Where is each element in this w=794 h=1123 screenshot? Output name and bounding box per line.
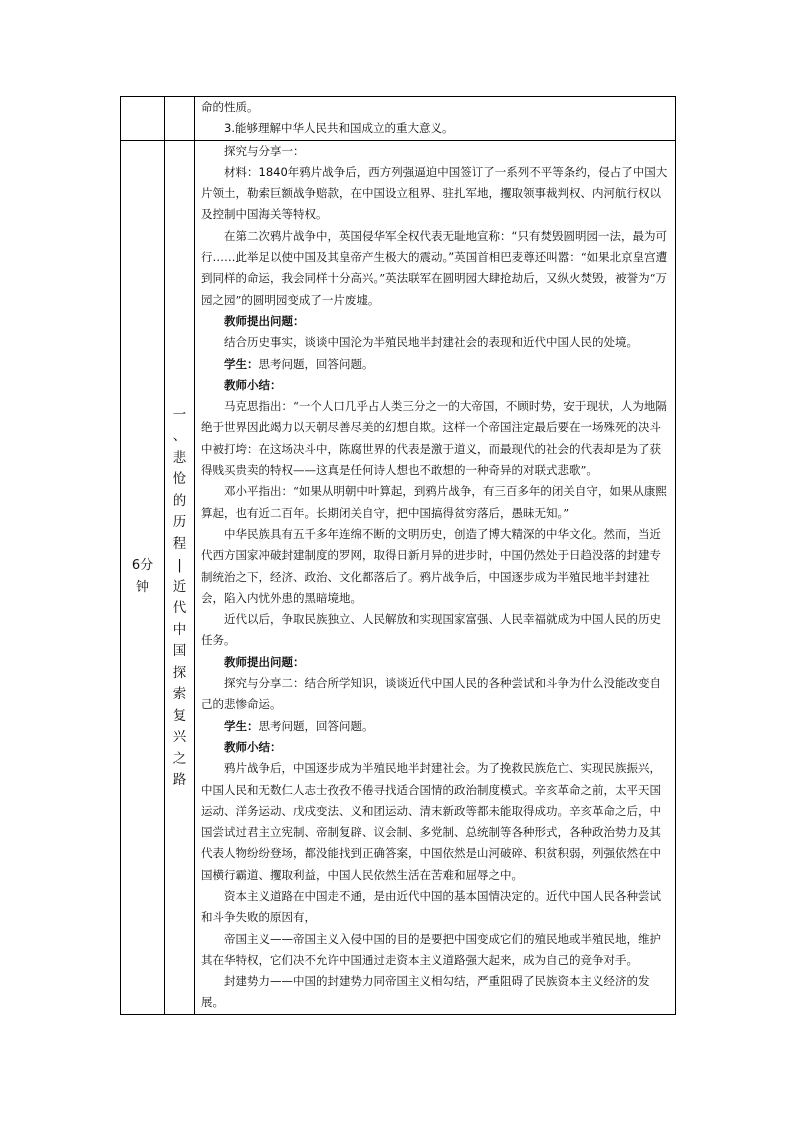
question-1: 结合历史事实，谈谈中国沦为半殖民地半封建社会的表现和近代中国人民的处境。 — [224, 335, 638, 350]
title-char: 索 — [172, 686, 187, 703]
title-char: 中 — [172, 621, 187, 638]
title-char: 代 — [172, 600, 187, 617]
title-char: 悲 — [172, 449, 187, 466]
summary-paragraph-4: 封建势力——中国的封建势力同帝国主义相勾结，严重阻碍了民族资本主义经济的发展。 — [201, 974, 650, 1010]
material-paragraph-2 — [201, 226, 669, 311]
title-char: 的 — [172, 492, 187, 509]
student-label-2: 学生： — [224, 718, 259, 733]
deng-quote: 邓小平指出：“如果从明朝中叶算起，到鸦片战争，有三百多年的闭关自守，如果从康熙算起，也有近二百年。长期闭关自守，把中国搞得贫穷落后，愚昧无知。” — [201, 484, 667, 520]
title-cell-empty — [165, 97, 195, 141]
explore-2: 探究与分享二：结合所学知识，谈谈近代中国人民的各种尝试和斗争为什么没能改变自己的悲惨命运。 — [201, 676, 661, 712]
objective-line-1: 命的性质。 — [201, 100, 259, 114]
title-char: 复 — [172, 707, 187, 724]
title-char: 一 — [172, 406, 187, 423]
objectives-row — [121, 97, 676, 141]
student-line-1 — [201, 354, 669, 375]
summary-paragraph-3: 帝国主义——帝国主义入侵中国的目的是要把中国变成它们的殖民地或半殖民地，维护其在华特权，它们决不允许中国通过走资本主义道路强大起来，成为自己的竞争对手。 — [201, 931, 661, 967]
student-label-1: 学生： — [224, 356, 259, 371]
teacher-question-label-1: 教师提出问题： — [224, 313, 305, 328]
content-cell — [195, 140, 676, 1014]
time-text-2: 钟 — [135, 580, 149, 596]
title-char: | — [177, 557, 182, 574]
title-char: 、 — [172, 428, 187, 445]
material-2c: 英法联军在圆明园大肆抢劫后，又纵火焚毁，被誉为“万园之园”的圆明园变成了一片废墟。 — [201, 271, 668, 307]
time-cell — [121, 140, 165, 1014]
time-cell-empty — [121, 97, 165, 141]
material-2a: 在第二次鸦片战争中，英国侵华军全权代表无耻地宣称：“只有焚毁圆明园一法，最为可行……此举足以使中国及其皇帝产生极大的震动。” — [201, 228, 667, 265]
time-text-1: 6分 — [131, 558, 154, 574]
nation-paragraph: 中华民族具有五千多年连绵不断的文明历史，创造了博大精深的中华文化。然而，当近代西方国家冲破封建制度的罗网，取得日新月异的进步时，中国仍然处于日趋没落的封建专制统治之下，经济、政治、文化都落后了。鸦片战争后，中国逐步成为半殖民地半封建社会，陷入内忧外患的黑暗境地。 — [201, 526, 661, 605]
objectives-cell — [195, 97, 676, 141]
title-char: 探 — [172, 664, 187, 681]
student-text-1: 思考问题，回答问题。 — [258, 356, 374, 371]
title-char: 怆 — [172, 471, 187, 488]
title-char: 历 — [172, 514, 187, 531]
material-2b: 英国首相巴麦尊还叫嚣：“如果北京皇宫遭到同样的命运，我会同样十分高兴。” — [201, 250, 668, 286]
title-char: 兴 — [172, 729, 187, 746]
teacher-summary-label-2: 教师小结： — [224, 739, 282, 754]
section-title-cell — [165, 140, 195, 1014]
title-char: 国 — [172, 643, 187, 660]
marx-quote: 马克思指出：“一个人口几乎占人类三分之一的大帝国，不顾时势，安于现状，人为地隔绝于世界因此竭力以天朝尽善尽美的幻想自欺。这样一个帝国注定最后要在一场殊死的决斗中被打垮：在这场决斗中，陈腐世界的代表是激于道义，而最现代的社会的代表却是为了获得贱买贵卖的特权——这真是任何诗人想也不敢想的一种奇异的对联式悲歌”。 — [201, 399, 667, 478]
explore-1-heading: 探究与分享一： — [224, 143, 305, 158]
objective-line-2: 3.能够理解中华人民共和国成立的重大意义。 — [224, 121, 454, 136]
title-char: 路 — [172, 772, 187, 789]
title-char: 之 — [172, 750, 187, 767]
task-paragraph: 近代以后，争取民族独立、人民解放和实现国家富强、人民幸福就成为中国人民的历史任务。 — [201, 612, 661, 648]
teacher-summary-label-1: 教师小结： — [224, 377, 282, 392]
student-text-2: 思考问题，回答问题。 — [258, 718, 374, 733]
title-char: 程 — [172, 535, 187, 552]
title-char: 近 — [172, 578, 187, 595]
material-paragraph-1: 材料：1840年鸦片战争后，西方列强逼迫中国签订了一系列不平等条约，侵占了中国大片领土，勒索巨额战争赔款，在中国设立租界、驻扎军地，攫取领事裁判权、内河航行权以及控制中国海关等特权。 — [201, 164, 668, 222]
teacher-question-label-2: 教师提出问题： — [224, 654, 305, 669]
student-line-2 — [201, 716, 669, 737]
summary-paragraph-1: 鸦片战争后，中国逐步成为半殖民地半封建社会。为了挽救民族危亡、实现民族振兴，中国人民和无数仁人志士孜孜不倦寻找适合国情的政治制度模式。辛亥革命之前，太平天国运动、洋务运动、戊戌变法、义和团运动、清末新政等都未能取得成功。辛亥革命之后，中国尝试过君主立宪制、帝制复辟、议会制、多党制、总统制等各种形式，各种政治势力及其代表人物纷纷登场，都没能找到正确答案，中国依然是山河破碎、积贫积弱，列强依然在中国横行霸道、攫取利益，中国人民依然生活在苦难和屈辱之中。 — [201, 761, 661, 882]
lesson-plan-table — [120, 96, 676, 1015]
section-row — [121, 140, 676, 1014]
summary-paragraph-2: 资本主义道路在中国走不通，是由近代中国的基本国情决定的。近代中国人民各种尝试和斗争失败的原因有， — [201, 888, 661, 925]
